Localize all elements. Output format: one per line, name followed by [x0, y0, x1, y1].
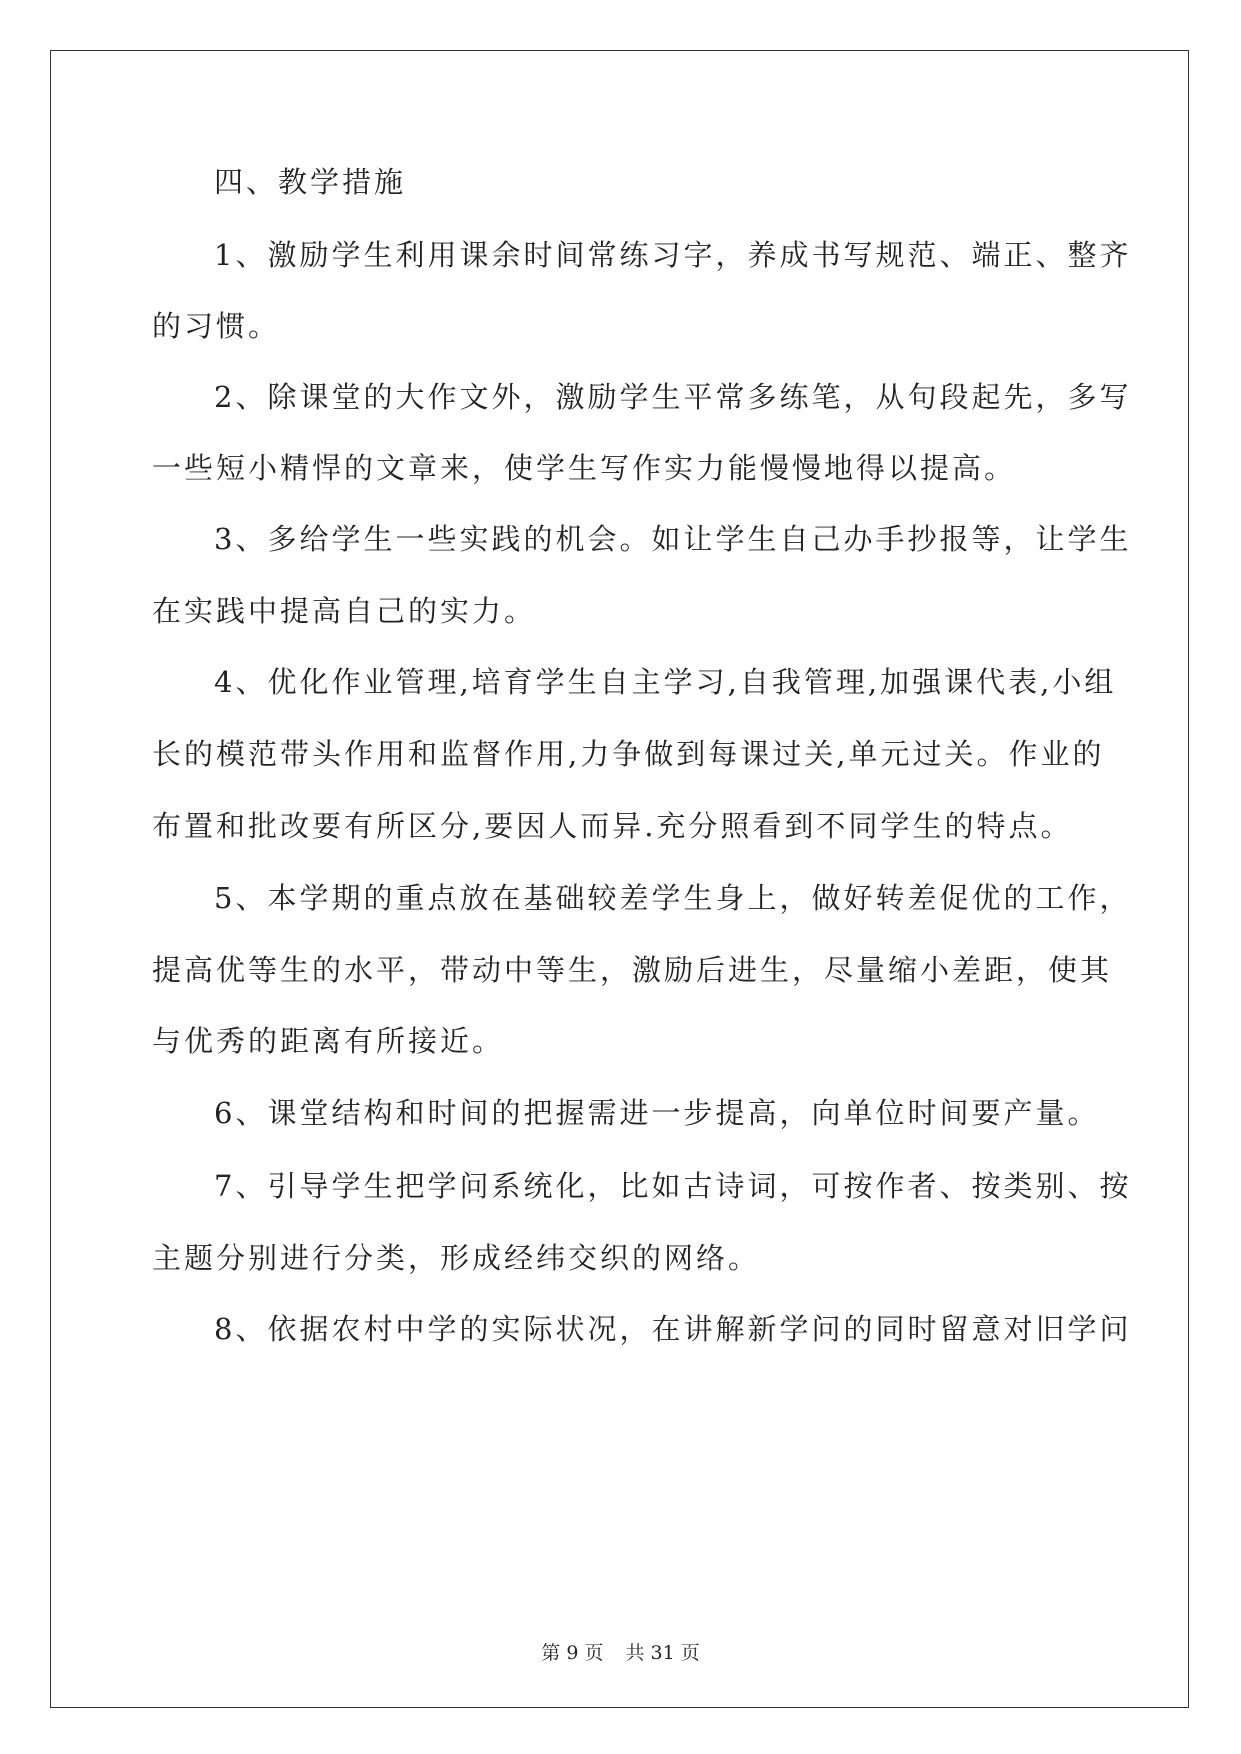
page-number: 第 9 页	[541, 1642, 604, 1664]
paragraph-line: 主题分别进行分类，形成经纬交织的网络。	[152, 1241, 761, 1275]
page-footer	[0, 1641, 1241, 1665]
paragraph-line: 在实践中提高自己的实力。	[152, 594, 537, 628]
paragraph-line: 与优秀的距离有所接近。	[152, 1024, 505, 1058]
paragraph-line: 6、课堂结构和时间的把握需进一步提高，向单位时间要产量。	[214, 1096, 1100, 1130]
paragraph-line: 布置和批改要有所区分,要因人而异.充分照看到不同学生的特点。	[152, 809, 1073, 843]
paragraph-line: 4、优化作业管理,培育学生自主学习,自我管理,加强课代表,小组	[214, 665, 1117, 699]
paragraph-line: 提高优等生的水平，带动中等生，激励后进生，尽量缩小差距，使其	[152, 953, 1113, 987]
paragraph-line: 的习惯。	[152, 309, 281, 343]
paragraph-line: 7、引导学生把学问系统化，比如古诗词，可按作者、按类别、按	[214, 1169, 1132, 1203]
paragraph-line: 8、依据农村中学的实际状况，在讲解新学问的同时留意对旧学问	[214, 1312, 1132, 1346]
paragraph-line: 1、激励学生利用课余时间常练习字，养成书写规范、端正、整齐	[214, 238, 1132, 272]
paragraph-line: 3、多给学生一些实践的机会。如让学生自己办手抄报等，让学生	[214, 522, 1132, 556]
paragraph-line: 2、除课堂的大作文外，激励学生平常多练笔，从句段起先，多写	[214, 380, 1132, 414]
paragraph-line: 长的模范带头作用和监督作用,力争做到每课过关,单元过关。作业的	[152, 737, 1105, 771]
section-heading: 四、教学措施	[214, 165, 407, 199]
paragraph-line: 一些短小精悍的文章来，使学生写作实力能慢慢地得以提高。	[152, 451, 1017, 485]
paragraph-line: 5、本学期的重点放在基础较差学生身上，做好转差促优的工作，	[214, 881, 1132, 915]
total-pages: 共 31 页	[625, 1642, 700, 1664]
